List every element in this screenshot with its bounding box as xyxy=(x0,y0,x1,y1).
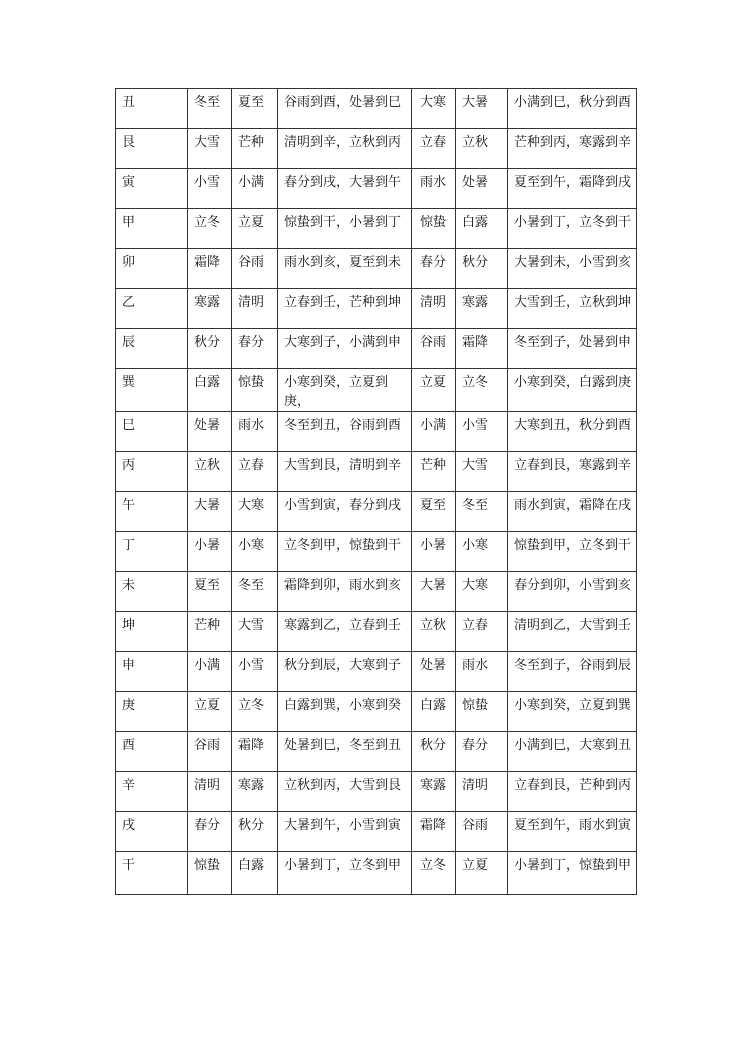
route-a-cell: 小寒到癸，立夏到庚， xyxy=(278,369,412,412)
term-c-cell: 夏至 xyxy=(412,492,456,532)
route-b-cell: 大寒到丑，秋分到酉 xyxy=(508,412,637,452)
route-b-cell: 冬至到子，谷雨到辰 xyxy=(508,652,637,692)
term-d-cell: 大暑 xyxy=(456,89,508,129)
direction-cell: 坤 xyxy=(116,612,188,652)
route-b-cell: 立春到艮，寒露到辛 xyxy=(508,452,637,492)
route-b-cell: 小寒到癸，白露到庚 xyxy=(508,369,637,412)
table-row xyxy=(116,652,637,692)
direction-cell: 艮 xyxy=(116,129,188,169)
table-row xyxy=(116,129,637,169)
table-row xyxy=(116,89,637,129)
table-row xyxy=(116,572,637,612)
term-b-cell: 冬至 xyxy=(232,572,278,612)
route-a-cell: 大寒到子，小满到申 xyxy=(278,329,412,369)
term-d-cell: 惊蛰 xyxy=(456,692,508,732)
route-b-cell: 夏至到午，雨水到寅 xyxy=(508,812,637,852)
route-b-cell: 冬至到子，处暑到申 xyxy=(508,329,637,369)
route-a-cell: 冬至到丑，谷雨到酉 xyxy=(278,412,412,452)
route-a-cell: 大暑到午，小雪到寅 xyxy=(278,812,412,852)
route-a-cell: 寒露到乙，立春到壬 xyxy=(278,612,412,652)
route-a-cell: 雨水到亥，夏至到未 xyxy=(278,249,412,289)
table-row xyxy=(116,289,637,329)
term-c-cell: 雨水 xyxy=(412,169,456,209)
route-b-cell: 惊蛰到甲，立冬到干 xyxy=(508,532,637,572)
term-d-cell: 大寒 xyxy=(456,572,508,612)
term-a-cell: 寒露 xyxy=(188,289,232,329)
term-c-cell: 秋分 xyxy=(412,732,456,772)
route-b-cell: 大雪到壬，立秋到坤 xyxy=(508,289,637,329)
direction-cell: 申 xyxy=(116,652,188,692)
term-a-cell: 惊蛰 xyxy=(188,852,232,895)
route-a-cell: 立春到壬，芒种到坤 xyxy=(278,289,412,329)
route-b-cell: 清明到乙，大雪到壬 xyxy=(508,612,637,652)
direction-cell: 乙 xyxy=(116,289,188,329)
route-b-cell: 夏至到午，霜降到戌 xyxy=(508,169,637,209)
term-d-cell: 清明 xyxy=(456,772,508,812)
route-b-cell: 小寒到癸，立夏到巽 xyxy=(508,692,637,732)
term-b-cell: 雨水 xyxy=(232,412,278,452)
direction-cell: 巳 xyxy=(116,412,188,452)
term-d-cell: 小雪 xyxy=(456,412,508,452)
route-a-cell: 小暑到丁，立冬到甲 xyxy=(278,852,412,895)
term-b-cell: 立春 xyxy=(232,452,278,492)
term-d-cell: 立春 xyxy=(456,612,508,652)
route-a-cell: 小雪到寅，春分到戌 xyxy=(278,492,412,532)
table-row xyxy=(116,412,637,452)
direction-cell: 辰 xyxy=(116,329,188,369)
term-d-cell: 秋分 xyxy=(456,249,508,289)
route-b-cell: 春分到卯，小雪到亥 xyxy=(508,572,637,612)
term-d-cell: 立冬 xyxy=(456,369,508,412)
term-c-cell: 立秋 xyxy=(412,612,456,652)
term-b-cell: 霜降 xyxy=(232,732,278,772)
table-row xyxy=(116,452,637,492)
term-b-cell: 立冬 xyxy=(232,692,278,732)
term-d-cell: 立秋 xyxy=(456,129,508,169)
term-d-cell: 谷雨 xyxy=(456,812,508,852)
term-c-cell: 芒种 xyxy=(412,452,456,492)
term-c-cell: 立冬 xyxy=(412,852,456,895)
term-a-cell: 大暑 xyxy=(188,492,232,532)
table-row xyxy=(116,852,637,895)
solar-terms-table xyxy=(115,88,637,895)
route-b-cell: 立春到艮，芒种到丙 xyxy=(508,772,637,812)
term-d-cell: 冬至 xyxy=(456,492,508,532)
table-row xyxy=(116,532,637,572)
term-a-cell: 立冬 xyxy=(188,209,232,249)
table-row xyxy=(116,612,637,652)
term-a-cell: 冬至 xyxy=(188,89,232,129)
table-row xyxy=(116,692,637,732)
term-a-cell: 立秋 xyxy=(188,452,232,492)
term-c-cell: 立春 xyxy=(412,129,456,169)
term-a-cell: 小暑 xyxy=(188,532,232,572)
route-a-cell: 霜降到卯，雨水到亥 xyxy=(278,572,412,612)
route-b-cell: 小满到巳，秋分到酉 xyxy=(508,89,637,129)
direction-cell: 丁 xyxy=(116,532,188,572)
direction-cell: 辛 xyxy=(116,772,188,812)
term-b-cell: 寒露 xyxy=(232,772,278,812)
term-b-cell: 小雪 xyxy=(232,652,278,692)
term-a-cell: 立夏 xyxy=(188,692,232,732)
term-a-cell: 谷雨 xyxy=(188,732,232,772)
term-d-cell: 小寒 xyxy=(456,532,508,572)
term-b-cell: 夏至 xyxy=(232,89,278,129)
table-body xyxy=(116,89,637,895)
route-a-cell: 谷雨到酉，处暑到巳 xyxy=(278,89,412,129)
direction-cell: 卯 xyxy=(116,249,188,289)
term-a-cell: 大雪 xyxy=(188,129,232,169)
table-row xyxy=(116,812,637,852)
term-d-cell: 春分 xyxy=(456,732,508,772)
term-c-cell: 霜降 xyxy=(412,812,456,852)
direction-cell: 寅 xyxy=(116,169,188,209)
term-b-cell: 清明 xyxy=(232,289,278,329)
term-d-cell: 霜降 xyxy=(456,329,508,369)
term-b-cell: 谷雨 xyxy=(232,249,278,289)
route-a-cell: 清明到辛，立秋到丙 xyxy=(278,129,412,169)
route-a-cell: 秋分到辰，大寒到子 xyxy=(278,652,412,692)
term-a-cell: 芒种 xyxy=(188,612,232,652)
table-row xyxy=(116,772,637,812)
term-b-cell: 小寒 xyxy=(232,532,278,572)
term-c-cell: 春分 xyxy=(412,249,456,289)
term-b-cell: 小满 xyxy=(232,169,278,209)
table-row xyxy=(116,169,637,209)
term-d-cell: 处暑 xyxy=(456,169,508,209)
term-c-cell: 白露 xyxy=(412,692,456,732)
route-a-cell: 处暑到巳，冬至到丑 xyxy=(278,732,412,772)
term-a-cell: 清明 xyxy=(188,772,232,812)
direction-cell: 午 xyxy=(116,492,188,532)
table-row xyxy=(116,492,637,532)
term-a-cell: 小满 xyxy=(188,652,232,692)
term-b-cell: 白露 xyxy=(232,852,278,895)
term-d-cell: 大雪 xyxy=(456,452,508,492)
term-b-cell: 春分 xyxy=(232,329,278,369)
route-a-cell: 白露到巽，小寒到癸 xyxy=(278,692,412,732)
table-row xyxy=(116,329,637,369)
direction-cell: 未 xyxy=(116,572,188,612)
term-c-cell: 谷雨 xyxy=(412,329,456,369)
direction-cell: 庚 xyxy=(116,692,188,732)
term-a-cell: 霜降 xyxy=(188,249,232,289)
term-c-cell: 立夏 xyxy=(412,369,456,412)
route-b-cell: 小暑到丁，惊蛰到甲 xyxy=(508,852,637,895)
route-a-cell: 立冬到甲，惊蛰到干 xyxy=(278,532,412,572)
route-b-cell: 芒种到丙，寒露到辛 xyxy=(508,129,637,169)
term-a-cell: 处暑 xyxy=(188,412,232,452)
term-b-cell: 芒种 xyxy=(232,129,278,169)
term-b-cell: 秋分 xyxy=(232,812,278,852)
direction-cell: 干 xyxy=(116,852,188,895)
direction-cell: 丑 xyxy=(116,89,188,129)
term-c-cell: 大暑 xyxy=(412,572,456,612)
term-b-cell: 大寒 xyxy=(232,492,278,532)
table-row xyxy=(116,732,637,772)
route-a-cell: 春分到戌，大暑到午 xyxy=(278,169,412,209)
route-a-cell: 立秋到丙，大雪到艮 xyxy=(278,772,412,812)
route-a-cell: 大雪到艮，清明到辛 xyxy=(278,452,412,492)
term-d-cell: 寒露 xyxy=(456,289,508,329)
term-a-cell: 夏至 xyxy=(188,572,232,612)
term-a-cell: 春分 xyxy=(188,812,232,852)
route-b-cell: 雨水到寅，霜降在戌 xyxy=(508,492,637,532)
term-b-cell: 大雪 xyxy=(232,612,278,652)
table-row xyxy=(116,249,637,289)
term-c-cell: 清明 xyxy=(412,289,456,329)
direction-cell: 戌 xyxy=(116,812,188,852)
route-b-cell: 小暑到丁，立冬到干 xyxy=(508,209,637,249)
term-c-cell: 惊蛰 xyxy=(412,209,456,249)
route-b-cell: 小满到巳，大寒到丑 xyxy=(508,732,637,772)
term-a-cell: 秋分 xyxy=(188,329,232,369)
route-b-cell: 大暑到未，小雪到亥 xyxy=(508,249,637,289)
table-row xyxy=(116,209,637,249)
direction-cell: 巽 xyxy=(116,369,188,412)
table-row xyxy=(116,369,637,412)
term-d-cell: 雨水 xyxy=(456,652,508,692)
term-c-cell: 大寒 xyxy=(412,89,456,129)
term-c-cell: 寒露 xyxy=(412,772,456,812)
term-c-cell: 小暑 xyxy=(412,532,456,572)
term-a-cell: 小雪 xyxy=(188,169,232,209)
term-a-cell: 白露 xyxy=(188,369,232,412)
term-d-cell: 白露 xyxy=(456,209,508,249)
term-d-cell: 立夏 xyxy=(456,852,508,895)
term-c-cell: 小满 xyxy=(412,412,456,452)
direction-cell: 丙 xyxy=(116,452,188,492)
route-a-cell: 惊蛰到干，小暑到丁 xyxy=(278,209,412,249)
direction-cell: 甲 xyxy=(116,209,188,249)
term-b-cell: 惊蛰 xyxy=(232,369,278,412)
term-b-cell: 立夏 xyxy=(232,209,278,249)
direction-cell: 酉 xyxy=(116,732,188,772)
term-c-cell: 处暑 xyxy=(412,652,456,692)
